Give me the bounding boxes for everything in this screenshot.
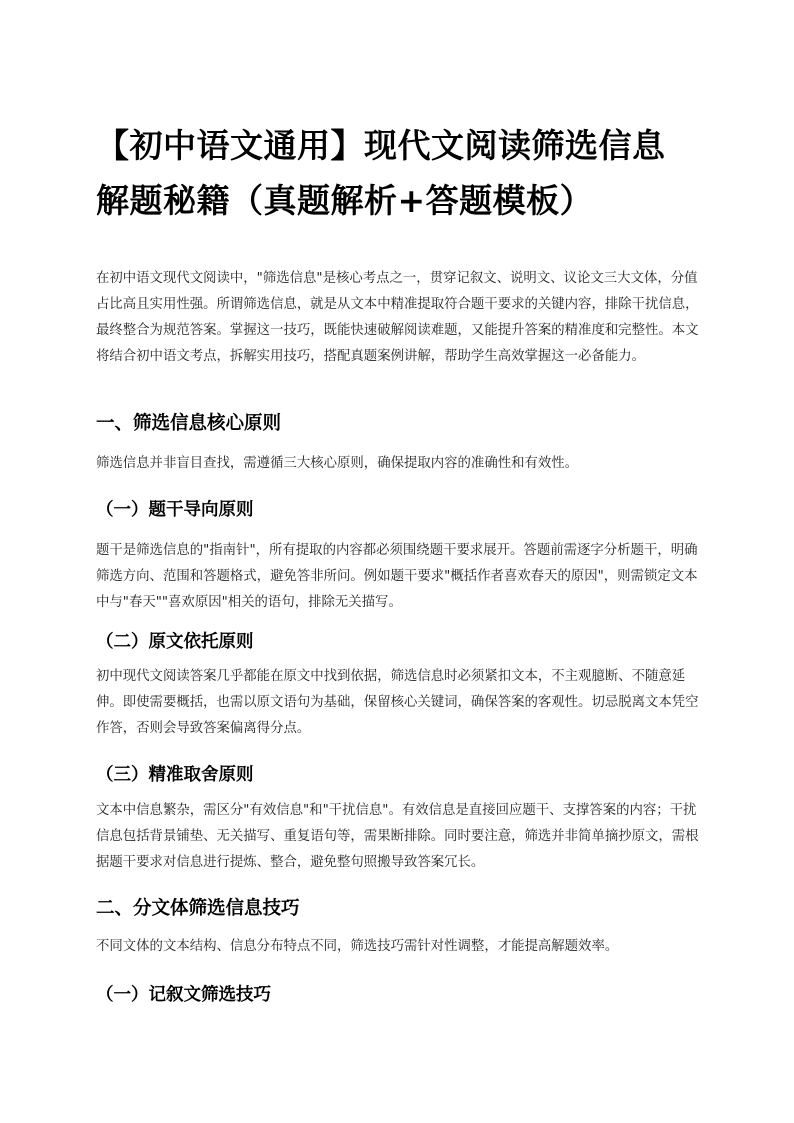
subsection-2-1-heading-block <box>96 981 700 1009</box>
subsection-1-2-heading-block <box>96 628 700 656</box>
section-1-heading-block <box>96 410 700 438</box>
section-2-intro-block <box>96 934 700 960</box>
intro-paragraph: 在初中语文现代文阅读中，"筛选信息"是核心考点之一，贯穿记叙文、说明文、议论文三大文体，分值占比高且实用性强。所谓筛选信息，就是从文本中精准提取符合题干要求的关键内容，排除干扰信息，最终整合为规范答案。掌握这一技巧，既能快速破解阅读难题，又能提升答案的精准度和完整性。本文将结合初中语文考点，拆解实用技巧，搭配真题案例讲解，帮助学生高效掌握这一必备能力。 <box>96 271 699 364</box>
subsection-1-1-text-block <box>96 538 700 616</box>
subsection-1-3-text: 文本中信息繁杂，需区分"有效信息"和"干扰信息"。有效信息是直接回应题干、支撑答案的内容；干扰信息包括背景铺垫、无关描写、重复语句等，需果断排除。同时要注意，筛选并非简单摘抄原文，需根据题干要求对信息进行提炼、整合，避免整句照搬导致答案冗长。 <box>96 803 699 870</box>
subsection-1-3-heading-block <box>96 761 700 789</box>
section-1-intro: 筛选信息并非盲目查找，需遵循三大核心原则，确保提取内容的准确性和有效性。 <box>96 456 579 471</box>
subsection-1-2-text-block <box>96 664 700 742</box>
intro-paragraph-block <box>96 266 700 370</box>
subsection-1-2-text: 初中现代文阅读答案几乎都能在原文中找到依据，筛选信息时必须紧扣文本，不主观臆断、不随意延伸。即使需要概括，也需以原文语句为基础，保留核心关键词，确保答案的客观性。切忌脱离文本凭空作答，否则会导致答案偏离得分点。 <box>96 669 699 736</box>
subsection-1-2-heading: （二）原文依托原则 <box>96 632 254 652</box>
section-2-intro: 不同文体的文本结构、信息分布特点不同，筛选技巧需针对性调整，才能提高解题效率。 <box>96 939 619 954</box>
section-2-heading-block <box>96 895 700 923</box>
section-1-heading: 一、筛选信息核心原则 <box>96 413 282 434</box>
subsection-1-1-heading: （一）题干导向原则 <box>96 500 254 520</box>
title-line-1: 【初中语文通用】现代文阅读筛选信息 <box>96 126 666 165</box>
subsection-1-3-heading: （三）精准取舍原则 <box>96 765 254 785</box>
subsection-1-1-heading-block <box>96 496 700 524</box>
subsection-1-1-text: 题干是筛选信息的"指南针"，所有提取的内容都必须围绕题干要求展开。答题前需逐字分析题干，明确筛选方向、范围和答题格式，避免答非所问。例如题干要求"概括作者喜欢春天的原因"，则需锁定文本中与"春天""喜欢原因"相关的语句，排除无关描写。 <box>96 543 698 610</box>
subsection-1-3-text-block <box>96 798 700 876</box>
subsection-2-1-heading: （一）记叙文筛选技巧 <box>96 985 271 1005</box>
document-title <box>96 118 706 228</box>
title-line-2: 解题秘籍（真题解析+答题模板） <box>96 181 594 220</box>
section-2-heading: 二、分文体筛选信息技巧 <box>96 898 300 919</box>
section-1-intro-block <box>96 451 700 477</box>
